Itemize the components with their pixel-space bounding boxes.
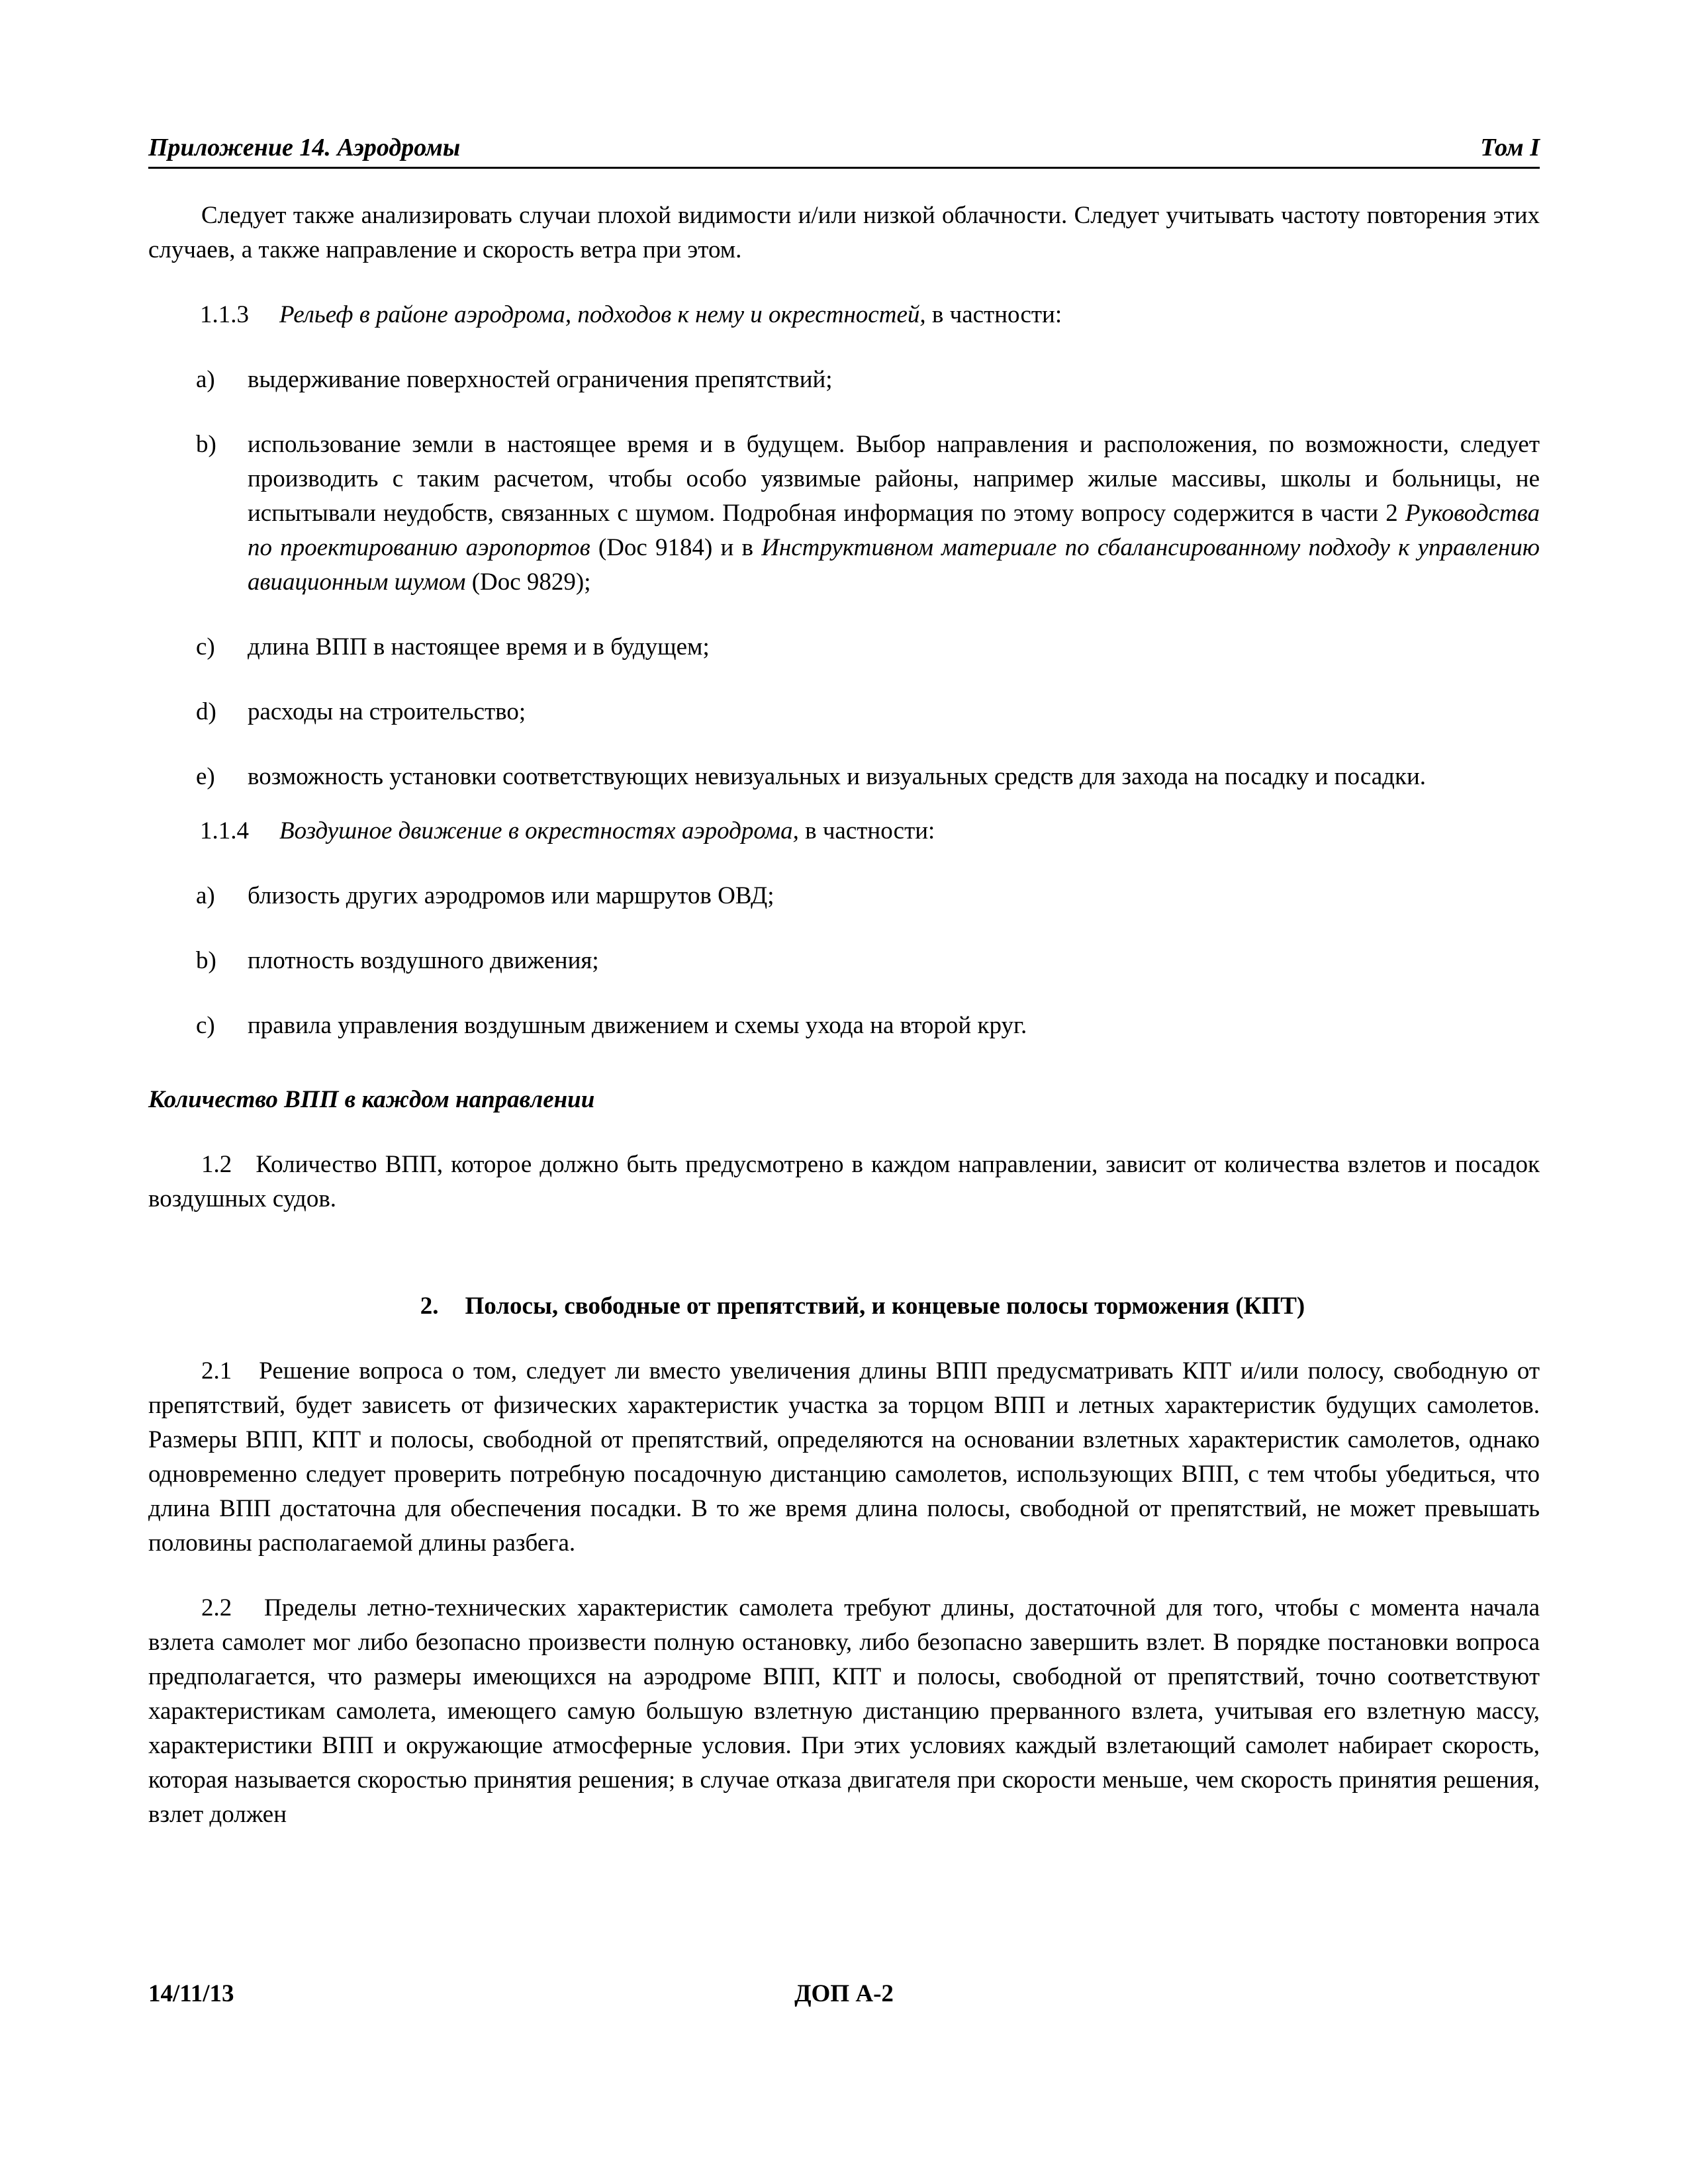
header-volume: Том I bbox=[1480, 134, 1540, 161]
list-item bbox=[148, 695, 1540, 729]
list-item-text: расходы на строительство; bbox=[248, 698, 526, 725]
list-item bbox=[148, 363, 1540, 397]
paragraph-1-2 bbox=[148, 1148, 1540, 1216]
footer-date: 14/11/13 bbox=[148, 1980, 234, 2007]
list-item bbox=[148, 879, 1540, 913]
subsection-number: 1.1.3 bbox=[200, 301, 249, 328]
list-item-label: c) bbox=[196, 1012, 215, 1039]
list-item-text-part: использование земли в настоящее время и в будущем. Выбор направления и расположения, по возможности, следует производить с таким расчетом, чтобы особо уязвимые районы, например жилые массивы, школы и больницы, не испытывали неудобств, связанных с шумом. Подробная информация по этому вопросу содержится в части 2 bbox=[248, 431, 1540, 527]
subsection-number: 1.1.4 bbox=[200, 817, 249, 844]
intro-paragraph: Следует также анализировать случаи плохой видимости и/или низкой облачности. Следует учитывать частоту повторения этих случаев, а также направление и скорость ветра при этом. bbox=[148, 202, 1540, 263]
paragraph-2-2 bbox=[148, 1591, 1540, 1832]
subsection-title: Воздушное движение в окрестностях аэродрома, bbox=[279, 817, 799, 844]
paragraph-text: Количество ВПП, которое должно быть предусмотрено в каждом направлении, зависит от количества взлетов и посадок воздушных судов. bbox=[148, 1151, 1540, 1212]
list-item-label: e) bbox=[196, 763, 215, 790]
section-number: 2. bbox=[420, 1293, 439, 1320]
subsection-tail: в частности: bbox=[798, 817, 935, 844]
document-reference-title: Инструктивном материале по сбалансированному подходу к управлению авиационным шумом bbox=[248, 534, 1540, 596]
footer-page-number: ДОП A-2 bbox=[794, 1980, 894, 2007]
paragraph-number: 2.2 bbox=[201, 1594, 232, 1621]
list-item-text: плотность воздушного движения; bbox=[248, 947, 599, 974]
list-item-text-part: (Doc 9184) и в bbox=[590, 534, 762, 561]
paragraph-text: Пределы летно-технических характеристик самолета требуют длины, достаточной для того, чтобы с момента начала взлета самолет мог либо безопасно произвести полную остановку, либо безопасно завершить взлет. В порядке постановки вопроса предполагается, что размеры имеющихся на аэродроме ВПП, КПТ и полосы, свободной от препятствий, точно соответствуют характеристикам самолета, имеющего самую большую взлетную дистанцию прерванного взлета, учитывая его взлетную массу, характеристики ВПП и окружающие атмосферные условия. При этих условиях каждый взлетающий самолет набирает скорость, которая называется скоростью принятия решения; в случае отказа двигателя при скорости меньше, чем скорость принятия решения, взлет должен bbox=[148, 1594, 1540, 1828]
running-header bbox=[148, 132, 1540, 169]
list-item bbox=[148, 630, 1540, 664]
list-item bbox=[148, 428, 1540, 600]
section-heading-2 bbox=[148, 1289, 1540, 1324]
list-item-label: a) bbox=[196, 882, 215, 909]
subheading-runways: Количество ВПП в каждом направлении bbox=[148, 1086, 595, 1113]
list-item-label: a) bbox=[196, 366, 215, 393]
list-item-label: c) bbox=[196, 633, 215, 660]
paragraph-number: 2.1 bbox=[201, 1357, 232, 1385]
subsection-1-1-4 bbox=[148, 814, 1540, 848]
list-item bbox=[148, 1009, 1540, 1043]
paragraph-number: 1.2 bbox=[201, 1151, 232, 1178]
list-item-text: длина ВПП в настоящее время и в будущем; bbox=[248, 633, 710, 660]
list-item-text: возможность установки соответствующих невизуальных и визуальных средств для захода на посадку и посадки. bbox=[248, 763, 1427, 790]
list-item-label: d) bbox=[196, 698, 216, 725]
document-body bbox=[148, 199, 1540, 1862]
list-item-text-part: (Doc 9829); bbox=[465, 569, 591, 596]
paragraph-2-1 bbox=[148, 1354, 1540, 1561]
list-item bbox=[148, 944, 1540, 978]
subsection-tail: в частности: bbox=[925, 301, 1062, 328]
list-item-label: b) bbox=[196, 947, 216, 974]
list-item-text: близость других аэродромов или маршрутов ОВД; bbox=[248, 882, 774, 909]
list-item-label: b) bbox=[196, 431, 216, 458]
paragraph-text: Решение вопроса о том, следует ли вместо увеличения длины ВПП предусматривать КПТ и/или полосу, свободную от препятствий, будет зависеть от физических характеристик участка за торцом ВПП и летных характеристик будущих самолетов. Размеры ВПП, КПТ и полосы, свободной от препятствий, определяются на основании взлетных характеристик самолетов, однако одновременно следует проверить потребную посадочную дистанцию самолетов, использующих ВПП, с тем чтобы убедиться, что длина ВПП достаточна для обеспечения посадки. В то же время длина полосы, свободной от препятствий, не может превышать половины располагаемой длины разбега. bbox=[148, 1357, 1540, 1557]
list-item-text: выдерживание поверхностей ограничения препятствий; bbox=[248, 366, 833, 393]
list-item-text bbox=[248, 428, 1540, 600]
list-item-text: правила управления воздушным движением и схемы ухода на второй круг. bbox=[248, 1012, 1027, 1039]
section-title: Полосы, свободные от препятствий, и концевые полосы торможения (КПТ) bbox=[465, 1293, 1305, 1320]
document-reference-title: Руководства по проектированию аэропортов bbox=[248, 500, 1540, 561]
header-title: Приложение 14. Аэродромы bbox=[148, 134, 461, 161]
subsection-1-1-3 bbox=[148, 298, 1540, 332]
subsection-title: Рельеф в районе аэродрома, подходов к нему и окрестностей, bbox=[279, 301, 926, 328]
list-item bbox=[148, 760, 1540, 794]
